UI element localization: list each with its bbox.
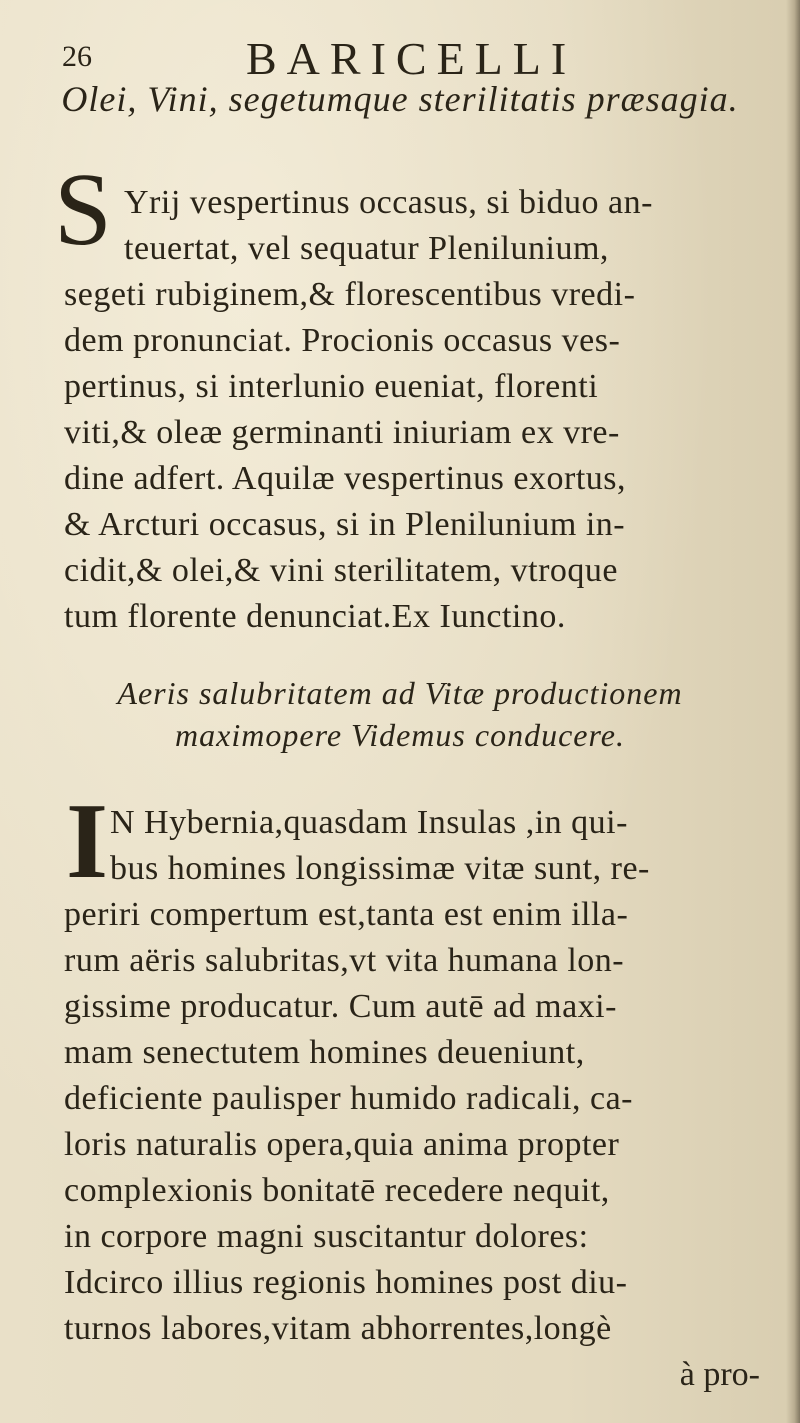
text-line: dine adfert. Aquilæ vespertinus exortus, xyxy=(64,460,627,497)
drop-cap-s: S xyxy=(54,152,112,267)
text-line: complexionis bonitatē recedere nequit, xyxy=(64,1172,610,1209)
text-line: in corpore magni suscitantur dolores: xyxy=(64,1218,589,1255)
catchword: à pro- xyxy=(679,1356,760,1393)
running-head: BARICELLI xyxy=(246,33,577,84)
paragraph-2 xyxy=(64,800,778,1352)
text-line: loris naturalis opera,quia anima propter xyxy=(64,1126,620,1163)
section-heading-2-line-1: Aeris salubritatem ad Vitæ productionem xyxy=(117,675,683,711)
text-line: bus homines longissimæ vitæ sunt, re- xyxy=(110,850,650,887)
page-number: 26 xyxy=(62,40,92,73)
text-line: Idcirco illius regionis homines post diu- xyxy=(64,1264,628,1301)
text-line: deficiente paulisper humido radicali, ca- xyxy=(64,1080,633,1117)
text-line: pertinus, si interlunio eueniat, florenti xyxy=(64,368,599,405)
text-line: viti,& oleæ germinanti iniuriam ex vre- xyxy=(64,414,620,451)
text-line: mam senectutem homines deueniunt, xyxy=(64,1034,585,1071)
text-line: turnos labores,vitam abhorrentes,longè xyxy=(64,1310,612,1347)
text-line: segeti rubiginem,& florescentibus vredi- xyxy=(64,276,636,313)
text-line: cidit,& olei,& vini sterilitatem, vtroque xyxy=(64,552,619,589)
section-heading-2-line-2: maximopere Videmus conducere. xyxy=(175,717,625,753)
drop-cap-i: I xyxy=(66,782,109,901)
text-line: periri compertum est,tanta est enim illa- xyxy=(64,896,629,933)
text-line: N Hybernia,quasdam Insulas ,in qui- xyxy=(110,804,628,841)
paragraph-1 xyxy=(64,180,778,640)
text-line: rum aëris salubritas,vt vita humana lon- xyxy=(64,942,625,979)
section-heading-1: Olei, Vini, segetumque sterilitatis præsagia. xyxy=(61,79,739,119)
text-line: teuertat, vel sequatur Plenilunium, xyxy=(124,230,609,267)
text-line: gissime producatur. Cum autē ad maxi- xyxy=(64,988,617,1025)
text-line: Yrij vespertinus occasus, si biduo an- xyxy=(124,184,653,221)
text-line: dem pronunciat. Procionis occasus ves- xyxy=(64,322,621,359)
section-heading-2 xyxy=(0,672,800,756)
text-line: & Arcturi occasus, si in Plenilunium in- xyxy=(64,506,626,543)
text-line: tum florente denunciat.Ex Iunctino. xyxy=(64,598,566,635)
page-header xyxy=(62,22,762,82)
